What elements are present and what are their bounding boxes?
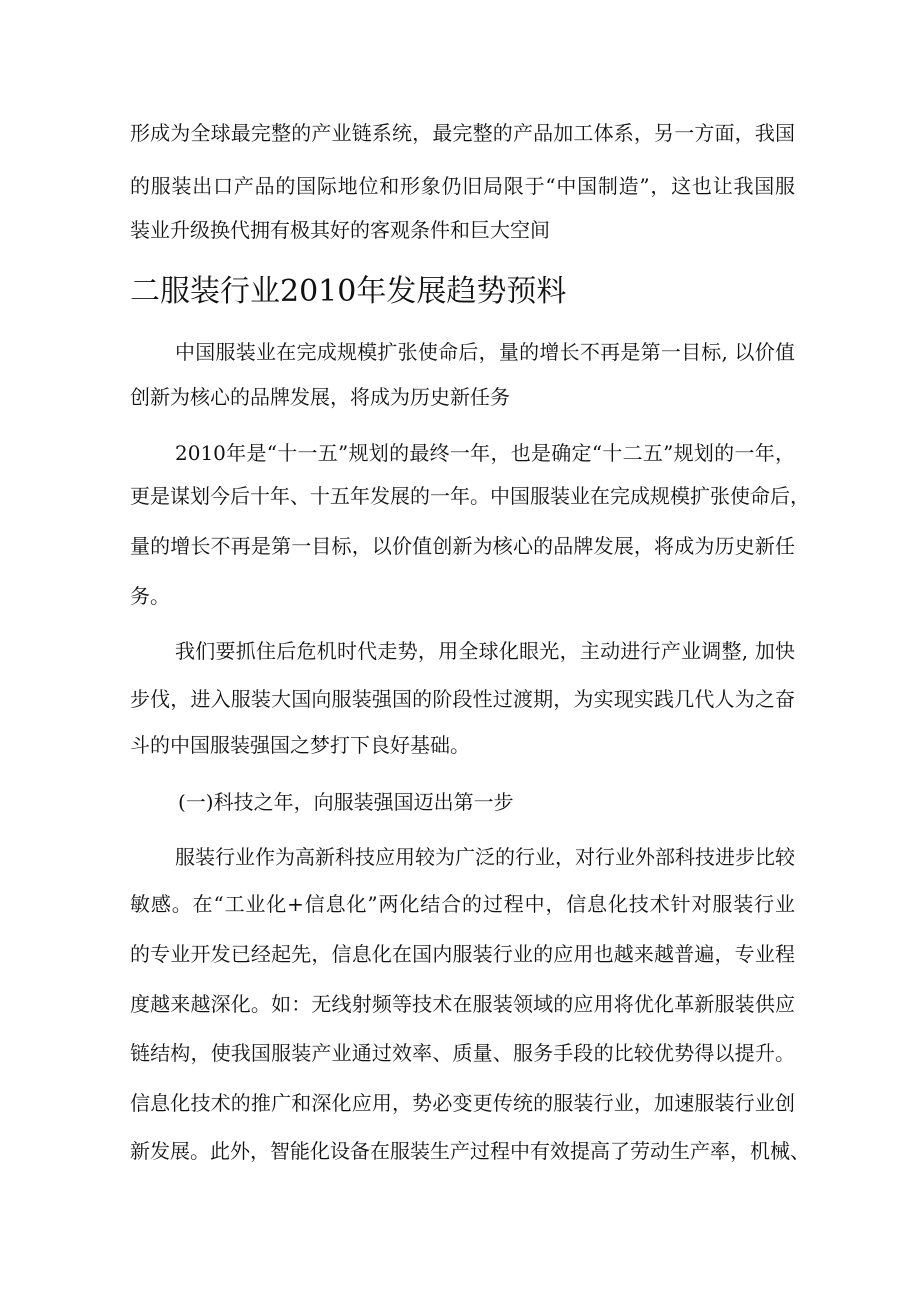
paragraph-5-line-7: 新发展。此外，智能化设备在服装生产过程中有效提高了劳动生产率，机械、	[130, 1139, 810, 1163]
paragraph-2-line-3: 量的增长不再是第一目标，以价值创新为核心的品牌发展，将成为历史新任	[130, 534, 795, 558]
paragraph-0-line-2: 的服装出口产品的国际地位和形象仍旧局限于“中国制造”，这也让我国服	[130, 174, 795, 198]
paragraph-5-line-5: 链结构，使我国服装产业通过效率、质量、服务手段的比较优势得以提升。	[130, 1041, 795, 1065]
paragraph-0-line-1: 形成为全球最完整的产业链系统，最完整的产品加工体系，另一方面，我国	[130, 121, 795, 145]
paragraph-3-line-1: 我们要抓住后危机时代走势，用全球化眼光，主动进行产业调整, 加快	[175, 639, 795, 663]
subheading-technology: (一)科技之年，向服装强国迈出第一步	[178, 790, 514, 814]
paragraph-2-line-1: 2010年是“十一五”规划的最终一年，也是确定“十二五”规划的一年，	[175, 441, 795, 465]
paragraph-5-line-6: 信息化技术的推广和深化应用，势必变更传统的服装行业，加速服装行业创	[130, 1091, 795, 1115]
paragraph-2-line-4: 务。	[130, 584, 170, 608]
paragraph-3-line-2: 步伐，进入服装大国向服装强国的阶段性过渡期，为实现实践几代人为之奋	[130, 687, 795, 711]
paragraph-5-line-3: 的专业开发已经起先，信息化在国内服装行业的应用也越来越普遍，专业程	[130, 942, 795, 966]
paragraph-5-line-4: 度越来越深化。如：无线射频等技术在服装领域的应用将优化革新服装供应	[130, 992, 795, 1016]
section-heading: 二服装行业2010年发展趋势预料	[130, 274, 567, 309]
paragraph-5-line-1: 服装行业作为高新科技应用较为广泛的行业，对行业外部科技进步比较	[175, 845, 795, 869]
paragraph-1-line-1: 中国服装业在完成规模扩张使命后，量的增长不再是第一目标, 以价值	[175, 340, 795, 364]
paragraph-3-line-3: 斗的中国服装强国之梦打下良好基础。	[130, 733, 470, 757]
paragraph-1-line-2: 创新为核心的品牌发展，将成为历史新任务	[130, 385, 510, 409]
paragraph-2-line-2: 更是谋划今后十年、十五年发展的一年。中国服装业在完成规模扩张使命后，	[130, 484, 810, 508]
paragraph-5-line-2: 敏感。在“工业化+信息化”两化结合的过程中，信息化技术针对服装行业	[130, 892, 795, 916]
paragraph-0-line-3: 装业升级换代拥有极其好的客观条件和巨大空间	[130, 218, 550, 242]
